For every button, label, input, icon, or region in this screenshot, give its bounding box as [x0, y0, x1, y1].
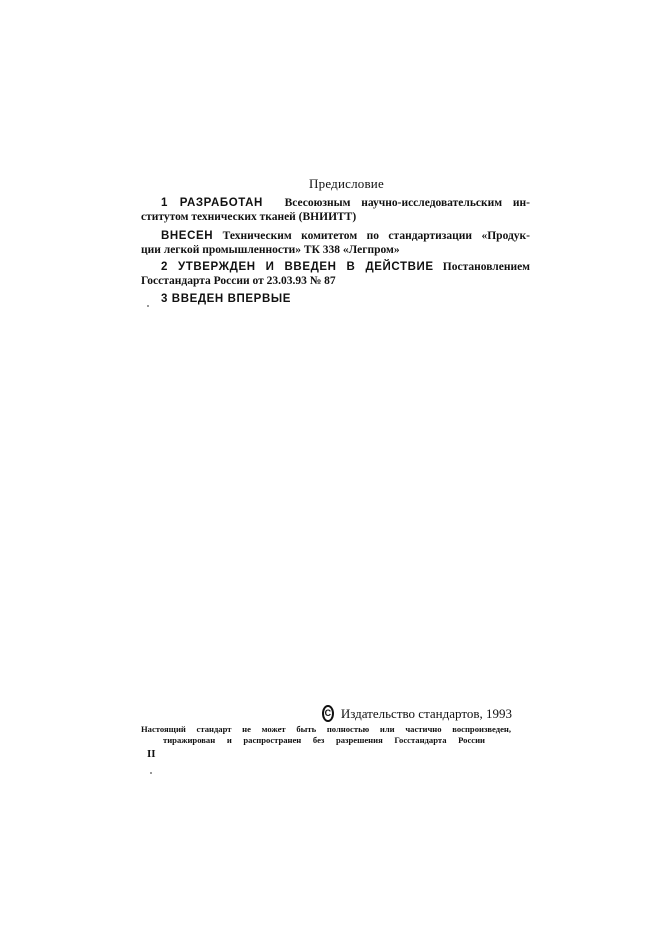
- foreword-item-line: [161, 229, 530, 243]
- foreword-item-text: Постановлением: [442, 261, 531, 273]
- foreword-item-developed: [141, 196, 530, 224]
- foreword-item-text: Техническим комитетом по стандартизации «Продук-: [222, 230, 531, 242]
- copyright-line: [322, 705, 512, 722]
- page-number: II: [147, 748, 156, 760]
- print-speck: [150, 772, 152, 774]
- copyright-icon: C: [322, 705, 334, 722]
- foreword-item-approved: [141, 260, 530, 288]
- foreword-item-submitted: [141, 229, 530, 257]
- page-title: [0, 176, 661, 192]
- foreword-item-lead: ВНЕСЕН: [161, 230, 214, 242]
- copyright-text: Издательство стандартов, 1993: [340, 705, 512, 721]
- foreword-item-line: [161, 260, 530, 274]
- foreword-item-continuation: Госстандарта России от 23.03.93 № 87: [141, 275, 336, 287]
- foreword-item-line: [161, 196, 530, 210]
- foreword-item-continuation: ститутом технических тканей (ВНИИТТ): [141, 211, 357, 223]
- foreword-item-lead: 1 РАЗРАБОТАН: [161, 197, 263, 209]
- foreword-item-lead: 2 УТВЕРЖДЕН И ВВЕДЕН В ДЕЙСТВИЕ: [161, 261, 434, 273]
- foreword-item-continuation: ции легкой промышленности» ТК 338 «Легпром»: [141, 244, 400, 256]
- reproduction-notice: [141, 724, 511, 746]
- print-speck: [147, 305, 149, 307]
- foreword-item-text: Всесоюзным научно-исследовательским ин-: [284, 197, 530, 209]
- notice-line: Настоящий стандарт не может быть полностью или частично воспроизведен,: [141, 724, 511, 734]
- foreword-item-lead: 3 ВВЕДЕН ВПЕРВЫЕ: [161, 293, 291, 305]
- notice-line: тиражирован и распространен без разрешения Госстандарта России: [163, 735, 485, 745]
- page-title-text: Предисловие: [309, 176, 384, 191]
- foreword-item-first-introduced: [141, 292, 530, 306]
